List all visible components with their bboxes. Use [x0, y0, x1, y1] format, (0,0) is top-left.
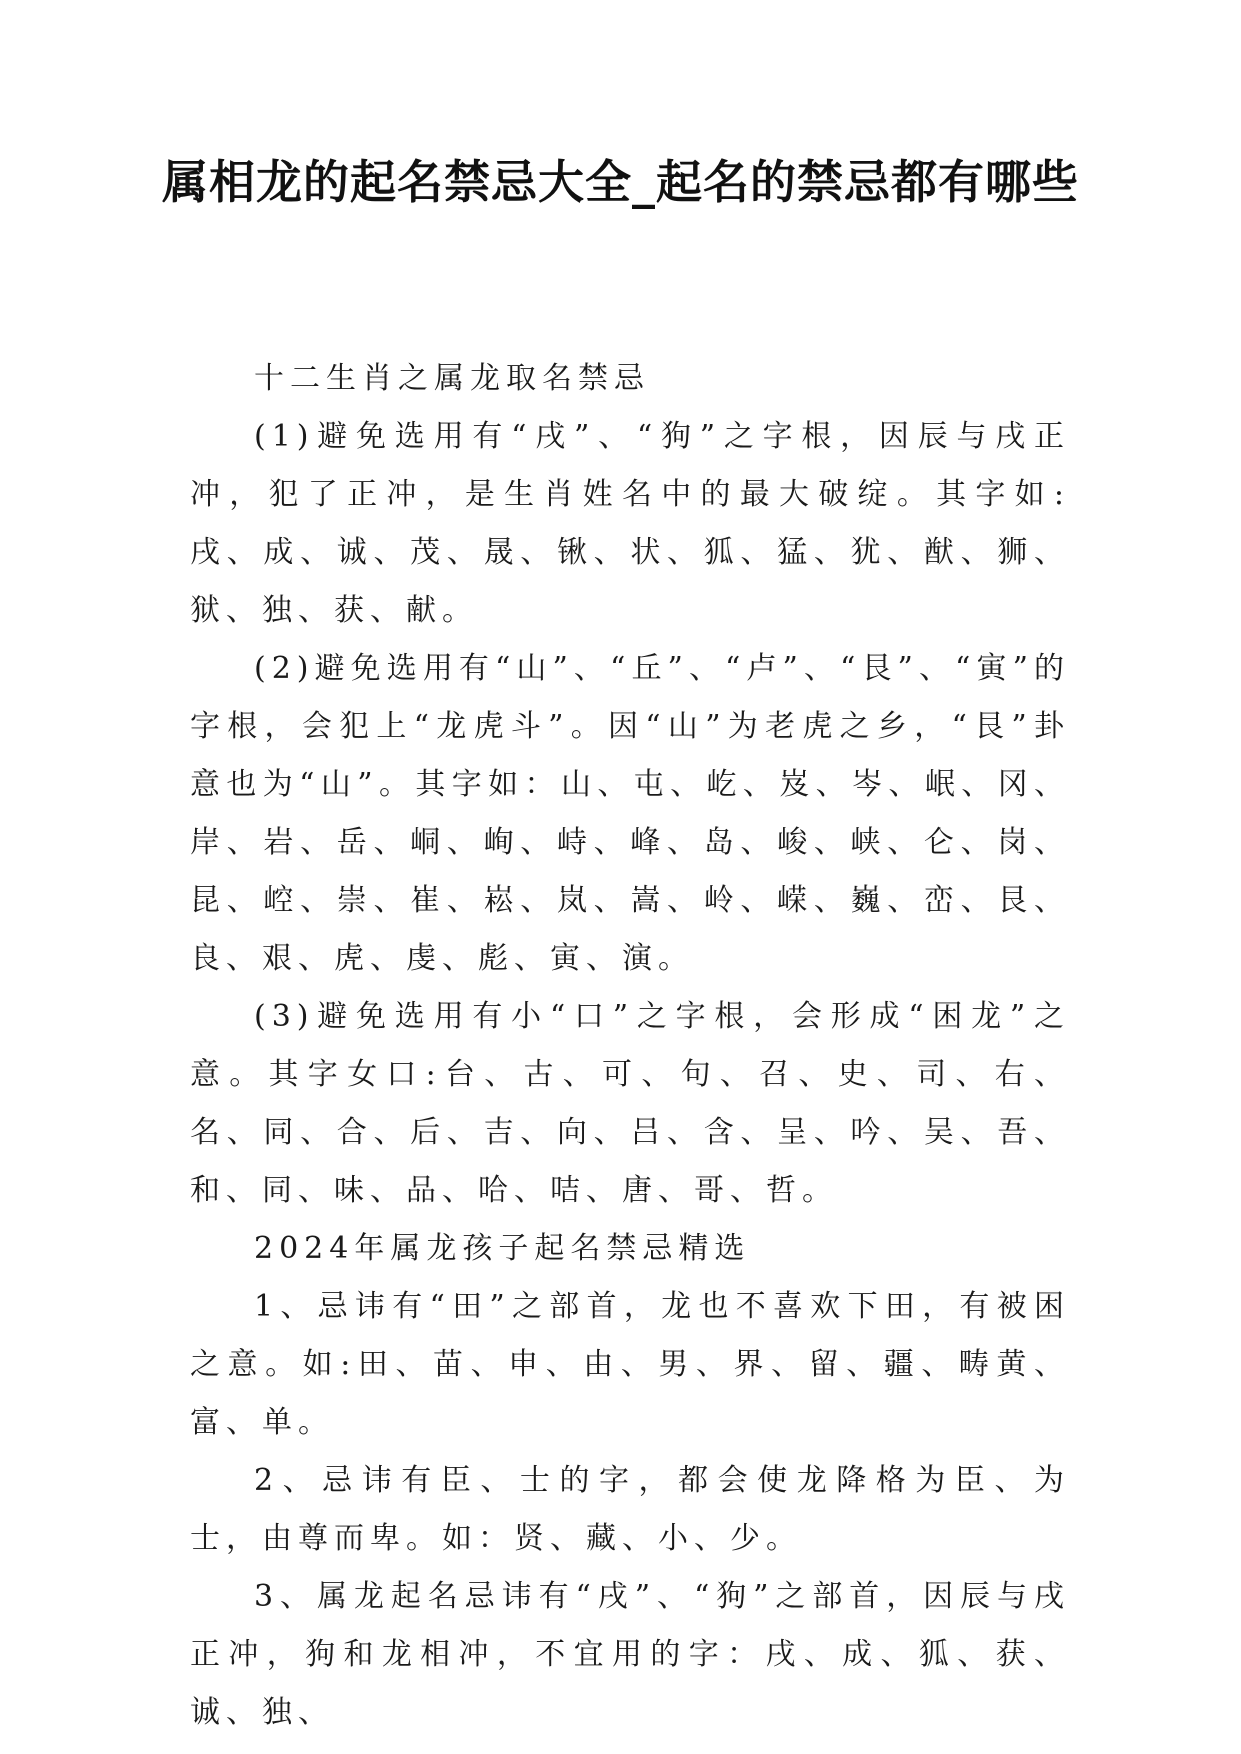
section-heading: 十二生肖之属龙取名禁忌 — [254, 361, 650, 396]
paragraph: 2、忌讳有臣、士的字，都会使龙降格为臣、为士，由尊而卑。如：贤、藏、小、少。 — [190, 1463, 1070, 1556]
paragraph: 3、属龙起名忌讳有“戌”、“狗”之部首，因辰与戌正冲，狗和龙相冲，不宜用的字：戌、成、狐、获、诚、独、 — [190, 1579, 1070, 1730]
document-title: 属相龙的起名禁忌大全_起名的禁忌都有哪些 — [162, 155, 1079, 209]
document-body — [190, 350, 1070, 1742]
paragraph: (3)避免选用有小“口”之字根，会形成“困龙”之意。其字女口:台、古、可、句、召、史、司、右、名、同、合、后、吉、向、吕、含、呈、吟、吴、吾、和、同、味、品、哈、咭、唐、哥、哲。 — [190, 999, 1070, 1208]
paragraph: (1)避免选用有“戌”、“狗”之字根，因辰与戌正冲，犯了正冲，是生肖姓名中的最大破绽。其字如:戌、成、诚、茂、晟、锹、状、狐、猛、犹、猷、狮、狱、独、获、献。 — [190, 419, 1070, 628]
paragraph: 1、忌讳有“田”之部首，龙也不喜欢下田，有被困之意。如:田、苗、申、由、男、界、留、疆、畴黄、富、单。 — [190, 1289, 1070, 1440]
section-heading: 2024年属龙孩子起名禁忌精选 — [254, 1231, 751, 1266]
paragraph: (2)避免选用有“山”、“丘”、“卢”、“艮”、“寅”的字根，会犯上“龙虎斗”。因“山”为老虎之乡，“艮”卦意也为“山”。其字如：山、屯、屹、岌、岑、岷、冈、岸、岩、岳、峒、峋、峙、峰、岛、峻、峡、仑、岗、昆、崆、崇、崔、崧、岚、嵩、岭、嵘、巍、峦、艮、良、艰、虎、虔、彪、寅、演。 — [190, 651, 1070, 976]
